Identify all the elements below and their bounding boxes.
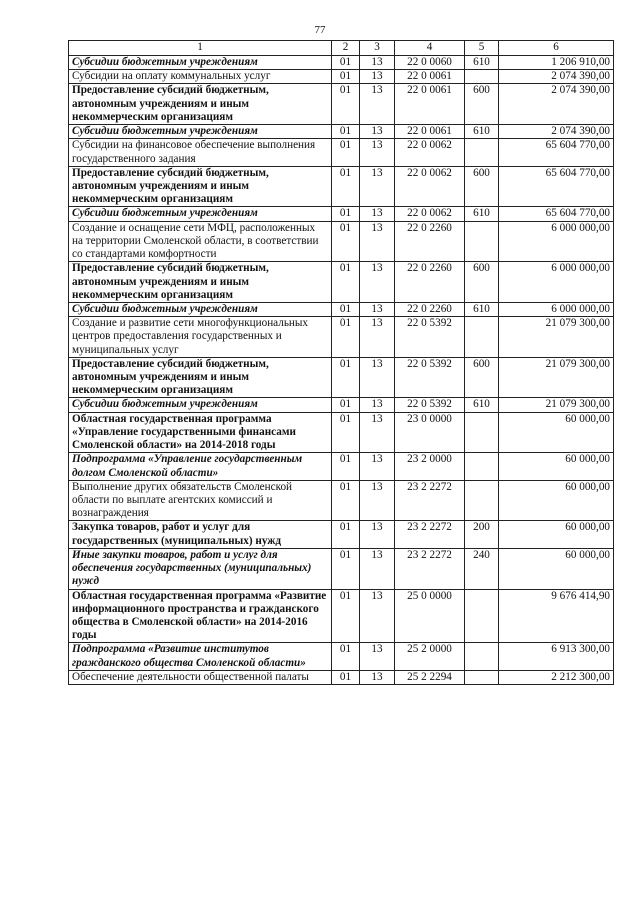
table-row	[69, 207, 614, 221]
section-cell: 01	[332, 125, 360, 139]
amount-cell: 65 604 770,00	[499, 166, 614, 207]
table-row	[69, 357, 614, 398]
section-cell: 01	[332, 221, 360, 262]
table-row	[69, 398, 614, 412]
subsection-cell: 13	[360, 166, 395, 207]
amount-cell: 60 000,00	[499, 480, 614, 521]
row-name-cell: Создание и развитие сети многофункциональных центров предоставления государственных и муниципальных услуг	[69, 317, 332, 358]
subsection-cell: 13	[360, 548, 395, 589]
row-name-cell: Обеспечение деятельности общественной палаты	[69, 670, 332, 684]
section-cell: 01	[332, 589, 360, 643]
table-row	[69, 56, 614, 70]
expense-type-cell: 600	[465, 84, 499, 125]
row-name-cell: Иные закупки товаров, работ и услуг для обеспечения государственных (муниципальных) нужд	[69, 548, 332, 589]
target-article-cell: 22 0 5392	[395, 398, 465, 412]
section-cell: 01	[332, 139, 360, 166]
expense-type-cell	[465, 412, 499, 453]
subsection-cell: 13	[360, 262, 395, 303]
row-name-cell: Подпрограмма «Развитие институтов гражданского общества Смоленской области»	[69, 643, 332, 670]
section-cell: 01	[332, 357, 360, 398]
target-article-cell: 22 0 2260	[395, 262, 465, 303]
amount-cell: 65 604 770,00	[499, 207, 614, 221]
row-name-cell: Предоставление субсидий бюджетным, автономным учреждениям и иным некоммерческим организациям	[69, 166, 332, 207]
table-row	[69, 453, 614, 480]
column-header: 2	[332, 41, 360, 56]
amount-cell: 60 000,00	[499, 548, 614, 589]
expense-type-cell: 600	[465, 262, 499, 303]
expense-type-cell: 610	[465, 56, 499, 70]
target-article-cell: 25 2 2294	[395, 670, 465, 684]
expense-type-cell	[465, 139, 499, 166]
amount-cell: 9 676 414,90	[499, 589, 614, 643]
target-article-cell: 22 0 0061	[395, 84, 465, 125]
amount-cell: 21 079 300,00	[499, 357, 614, 398]
target-article-cell: 23 2 0000	[395, 453, 465, 480]
table-row	[69, 643, 614, 670]
subsection-cell: 13	[360, 480, 395, 521]
column-header: 1	[69, 41, 332, 56]
expense-type-cell: 610	[465, 302, 499, 316]
amount-cell: 60 000,00	[499, 453, 614, 480]
target-article-cell: 25 0 0000	[395, 589, 465, 643]
amount-cell: 2 074 390,00	[499, 125, 614, 139]
amount-cell: 6 913 300,00	[499, 643, 614, 670]
subsection-cell: 13	[360, 207, 395, 221]
row-name-cell: Предоставление субсидий бюджетным, автономным учреждениям и иным некоммерческим организациям	[69, 262, 332, 303]
amount-cell: 21 079 300,00	[499, 398, 614, 412]
expense-type-cell	[465, 589, 499, 643]
subsection-cell: 13	[360, 56, 395, 70]
amount-cell: 1 206 910,00	[499, 56, 614, 70]
subsection-cell: 13	[360, 302, 395, 316]
expense-type-cell	[465, 70, 499, 84]
table-row	[69, 302, 614, 316]
subsection-cell: 13	[360, 125, 395, 139]
row-name-cell: Субсидии на оплату коммунальных услуг	[69, 70, 332, 84]
row-name-cell: Создание и оснащение сети МФЦ, расположенных на территории Смоленской области, в соответствии со стандартами комфортности	[69, 221, 332, 262]
amount-cell: 65 604 770,00	[499, 139, 614, 166]
target-article-cell: 22 0 0060	[395, 56, 465, 70]
section-cell: 01	[332, 398, 360, 412]
section-cell: 01	[332, 521, 360, 548]
table-row	[69, 670, 614, 684]
section-cell: 01	[332, 262, 360, 303]
subsection-cell: 13	[360, 670, 395, 684]
amount-cell: 21 079 300,00	[499, 317, 614, 358]
target-article-cell: 23 2 2272	[395, 521, 465, 548]
row-name-cell: Предоставление субсидий бюджетным, автономным учреждениям и иным некоммерческим организациям	[69, 357, 332, 398]
subsection-cell: 13	[360, 70, 395, 84]
subsection-cell: 13	[360, 84, 395, 125]
table-row	[69, 480, 614, 521]
subsection-cell: 13	[360, 412, 395, 453]
table-row	[69, 84, 614, 125]
subsection-cell: 13	[360, 643, 395, 670]
row-name-cell: Областная государственная программа «Развитие информационного пространства и гражданского общества в Смоленской области» на 2014-2016 годы	[69, 589, 332, 643]
row-name-cell: Субсидии бюджетным учреждениям	[69, 398, 332, 412]
target-article-cell: 22 0 0061	[395, 125, 465, 139]
expense-type-cell: 610	[465, 125, 499, 139]
amount-cell: 2 212 300,00	[499, 670, 614, 684]
subsection-cell: 13	[360, 221, 395, 262]
target-article-cell: 23 2 2272	[395, 548, 465, 589]
section-cell: 01	[332, 453, 360, 480]
expense-type-cell	[465, 453, 499, 480]
table-row	[69, 521, 614, 548]
table-row	[69, 589, 614, 643]
subsection-cell: 13	[360, 317, 395, 358]
section-cell: 01	[332, 317, 360, 358]
subsection-cell: 13	[360, 589, 395, 643]
target-article-cell: 22 0 0062	[395, 139, 465, 166]
subsection-cell: 13	[360, 453, 395, 480]
table-row	[69, 317, 614, 358]
table-row	[69, 548, 614, 589]
column-header: 6	[499, 41, 614, 56]
column-header: 3	[360, 41, 395, 56]
expense-type-cell	[465, 317, 499, 358]
expense-type-cell: 240	[465, 548, 499, 589]
expense-type-cell: 200	[465, 521, 499, 548]
expense-type-cell	[465, 670, 499, 684]
target-article-cell: 22 0 0062	[395, 207, 465, 221]
section-cell: 01	[332, 643, 360, 670]
section-cell: 01	[332, 548, 360, 589]
section-cell: 01	[332, 670, 360, 684]
target-article-cell: 23 0 0000	[395, 412, 465, 453]
amount-cell: 60 000,00	[499, 412, 614, 453]
row-name-cell: Субсидии на финансовое обеспечение выполнения государственного задания	[69, 139, 332, 166]
target-article-cell: 22 0 5392	[395, 357, 465, 398]
target-article-cell: 22 0 2260	[395, 221, 465, 262]
amount-cell: 2 074 390,00	[499, 70, 614, 84]
section-cell: 01	[332, 56, 360, 70]
section-cell: 01	[332, 70, 360, 84]
table-row	[69, 166, 614, 207]
column-header: 4	[395, 41, 465, 56]
target-article-cell: 22 0 0061	[395, 70, 465, 84]
table-row	[69, 70, 614, 84]
section-cell: 01	[332, 412, 360, 453]
row-name-cell: Субсидии бюджетным учреждениям	[69, 302, 332, 316]
row-name-cell: Субсидии бюджетным учреждениям	[69, 207, 332, 221]
amount-cell: 2 074 390,00	[499, 84, 614, 125]
expense-type-cell: 600	[465, 166, 499, 207]
amount-cell: 6 000 000,00	[499, 221, 614, 262]
section-cell: 01	[332, 207, 360, 221]
row-name-cell: Закупка товаров, работ и услуг для государственных (муниципальных) нужд	[69, 521, 332, 548]
target-article-cell: 25 2 0000	[395, 643, 465, 670]
table-row	[69, 221, 614, 262]
expense-type-cell	[465, 480, 499, 521]
target-article-cell: 22 0 0062	[395, 166, 465, 207]
header-row	[69, 41, 614, 56]
expense-type-cell	[465, 221, 499, 262]
section-cell: 01	[332, 302, 360, 316]
expense-type-cell: 600	[465, 357, 499, 398]
target-article-cell: 22 0 2260	[395, 302, 465, 316]
amount-cell: 6 000 000,00	[499, 262, 614, 303]
target-article-cell: 23 2 2272	[395, 480, 465, 521]
row-name-cell: Предоставление субсидий бюджетным, автономным учреждениям и иным некоммерческим организациям	[69, 84, 332, 125]
table-row	[69, 139, 614, 166]
section-cell: 01	[332, 166, 360, 207]
row-name-cell: Субсидии бюджетным учреждениям	[69, 56, 332, 70]
target-article-cell: 22 0 5392	[395, 317, 465, 358]
table-row	[69, 125, 614, 139]
column-header: 5	[465, 41, 499, 56]
row-name-cell: Выполнение других обязательств Смоленской области по выплате агентских комиссий и вознаграждения	[69, 480, 332, 521]
subsection-cell: 13	[360, 398, 395, 412]
section-cell: 01	[332, 480, 360, 521]
table-row	[69, 412, 614, 453]
subsection-cell: 13	[360, 521, 395, 548]
table-row	[69, 262, 614, 303]
expense-type-cell: 610	[465, 398, 499, 412]
row-name-cell: Субсидии бюджетным учреждениям	[69, 125, 332, 139]
amount-cell: 6 000 000,00	[499, 302, 614, 316]
subsection-cell: 13	[360, 139, 395, 166]
amount-cell: 60 000,00	[499, 521, 614, 548]
expense-type-cell: 610	[465, 207, 499, 221]
expense-type-cell	[465, 643, 499, 670]
row-name-cell: Подпрограмма «Управление государственным долгом Смоленской области»	[69, 453, 332, 480]
section-cell: 01	[332, 84, 360, 125]
subsection-cell: 13	[360, 357, 395, 398]
row-name-cell: Областная государственная программа «Управление государственными финансами Смоленской области» на 2014-2018 годы	[69, 412, 332, 453]
page-number: 77	[314, 24, 326, 36]
budget-table	[68, 40, 614, 685]
